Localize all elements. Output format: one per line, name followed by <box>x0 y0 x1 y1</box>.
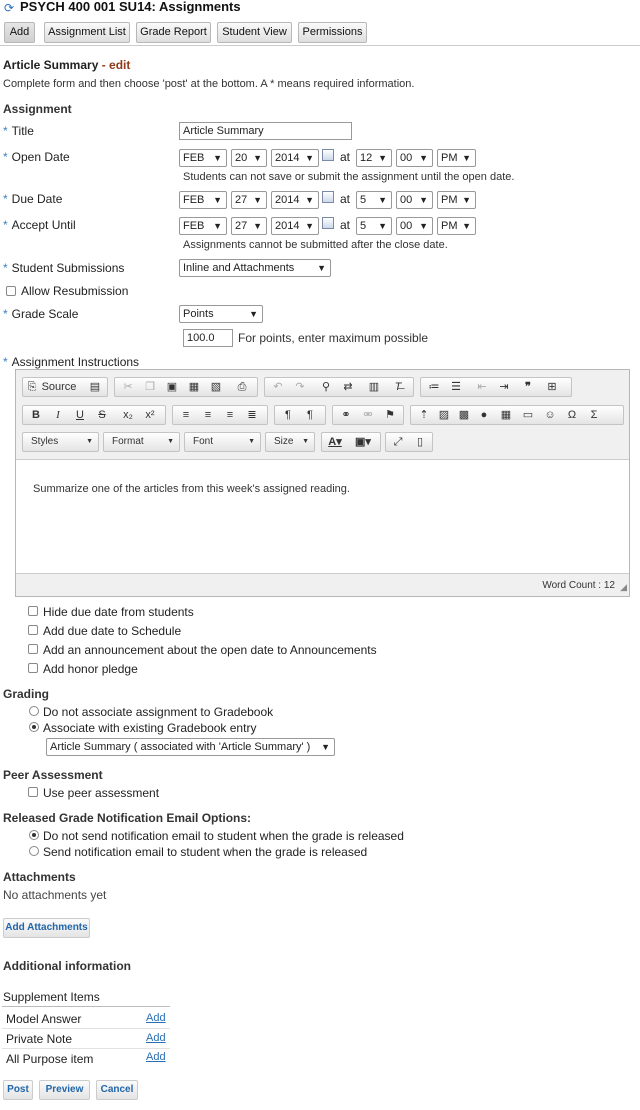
rich-text-editor <box>15 369 630 597</box>
underline-icon[interactable]: U <box>76 409 84 421</box>
replace-icon[interactable]: ⇄ <box>343 381 353 393</box>
paste-icon[interactable]: ▣ <box>166 381 178 393</box>
open-year-select[interactable]: 2014 ▼ <box>271 149 319 167</box>
blockquote-icon[interactable]: ❞ <box>525 381 531 393</box>
add-model-answer-link[interactable]: Add <box>146 1012 166 1024</box>
paste-text-icon[interactable]: ▦ <box>188 381 200 393</box>
list-toolgroup <box>420 377 572 397</box>
honor-pledge-checkbox[interactable] <box>28 663 38 673</box>
notify-section-title: Released Grade Notification Email Options: <box>3 811 252 825</box>
subscript-icon[interactable]: x₂ <box>123 409 133 421</box>
attachments-section-title: Attachments <box>3 870 76 884</box>
accept-day-select[interactable]: 27 ▼ <box>231 217 267 235</box>
clipboard-toolgroup <box>114 377 258 397</box>
font-dropdown[interactable]: Font ▼ <box>184 432 261 452</box>
link-icon[interactable]: ⚭ <box>341 409 351 421</box>
size-dropdown[interactable]: Size ▼ <box>265 432 315 452</box>
add-private-note-link[interactable]: Add <box>146 1032 166 1044</box>
grade-scale-select[interactable]: Points ▼ <box>179 305 263 323</box>
peer-section-title: Peer Assessment <box>3 768 103 782</box>
special-char-icon[interactable]: Ω <box>567 409 577 421</box>
superscript-icon[interactable]: x² <box>145 409 155 421</box>
additional-section-title: Additional information <box>3 959 131 973</box>
student-view-button[interactable]: Student View <box>217 22 292 43</box>
math-icon[interactable]: Σ <box>590 409 598 421</box>
due-date-label: * Due Date <box>3 192 63 206</box>
align-toolgroup <box>172 405 268 425</box>
announce-label: Add an announcement about the open date to Announcements <box>43 643 377 657</box>
editor-content[interactable] <box>16 459 629 574</box>
hide-due-label: Hide due date from students <box>43 605 194 619</box>
templates-icon[interactable]: ▤ <box>89 381 101 393</box>
smiley-icon[interactable]: ☺ <box>544 409 556 421</box>
due-hour-select[interactable]: 5 ▼ <box>356 191 392 209</box>
no-email-label: Do not send notification email to student when the grade is released <box>43 829 404 843</box>
image-icon[interactable]: ▨ <box>438 409 450 421</box>
rtl-icon[interactable]: ¶ <box>307 409 313 421</box>
accept-hour-select[interactable]: 5 ▼ <box>356 217 392 235</box>
no-email-radio[interactable] <box>29 830 39 840</box>
schedule-checkbox[interactable] <box>28 625 38 635</box>
title-input[interactable]: Article Summary <box>179 122 352 140</box>
table-divider <box>2 1048 170 1049</box>
max-points-hint: For points, enter maximum possible <box>238 331 429 345</box>
italic-icon[interactable]: I <box>56 409 60 421</box>
due-at-label: at <box>340 192 351 206</box>
open-date-label: * Open Date <box>3 150 70 164</box>
due-ampm-select[interactable]: PM ▼ <box>437 191 476 209</box>
numbered-list-icon[interactable]: ≔ <box>428 381 440 393</box>
document-toolgroup <box>22 377 108 397</box>
find-icon[interactable]: ⚲ <box>321 381 331 393</box>
resize-grip-icon[interactable]: ◢ <box>620 582 627 592</box>
maximize-icon[interactable]: ⤢ <box>393 436 403 448</box>
edit-toolgroup <box>264 377 414 397</box>
open-ampm-select[interactable]: PM ▼ <box>437 149 476 167</box>
add-attachments-button[interactable]: Add Attachments <box>3 918 90 938</box>
permissions-button[interactable]: Permissions <box>298 22 367 43</box>
accept-at-label: at <box>340 218 351 232</box>
due-day-select[interactable]: 27 ▼ <box>231 191 267 209</box>
honor-pledge-label: Add honor pledge <box>43 662 138 676</box>
add-button[interactable]: Add <box>4 22 35 43</box>
accept-minute-select[interactable]: 00 ▼ <box>396 217 433 235</box>
no-gradebook-radio[interactable] <box>29 706 39 716</box>
submissions-select[interactable]: Inline and Attachments ▼ <box>179 259 331 277</box>
divider <box>0 45 640 46</box>
resubmission-label: Allow Resubmission <box>21 284 129 298</box>
paste-word-icon[interactable]: ▧ <box>210 381 222 393</box>
post-button[interactable]: Post <box>3 1080 33 1100</box>
cancel-button[interactable]: Cancel <box>96 1080 138 1100</box>
table-divider <box>2 1006 170 1007</box>
existing-gradebook-radio[interactable] <box>29 722 39 732</box>
calendar-icon[interactable] <box>322 217 334 229</box>
movie-icon[interactable]: ▩ <box>458 409 470 421</box>
copy-icon[interactable]: ❐ <box>145 381 155 393</box>
due-year-select[interactable]: 2014 ▼ <box>271 191 319 209</box>
open-at-label: at <box>340 150 351 164</box>
supplement-header: Supplement Items <box>3 990 100 1004</box>
format-dropdown[interactable]: Format ▼ <box>103 432 180 452</box>
undo-icon[interactable]: ↶ <box>273 381 283 393</box>
page-heading: Article Summary - edit <box>3 58 131 72</box>
due-month-select[interactable]: FEB ▼ <box>179 191 227 209</box>
peer-assessment-label: Use peer assessment <box>43 786 160 800</box>
reset-icon[interactable]: ⟳ <box>4 1 15 15</box>
assignment-section-title: Assignment <box>3 102 72 116</box>
hide-due-checkbox[interactable] <box>28 606 38 616</box>
instructions-label: * Assignment Instructions <box>3 355 140 369</box>
remove-format-icon[interactable]: T̶ <box>394 381 402 393</box>
source-button[interactable]: Source <box>41 381 77 393</box>
calendar-icon[interactable] <box>322 191 334 203</box>
select-all-icon[interactable]: ▥ <box>368 381 380 393</box>
announce-checkbox[interactable] <box>28 644 38 654</box>
editor-text: Summarize one of the articles from this week's assigned reading. <box>33 483 350 495</box>
submissions-label: * Student Submissions <box>3 261 125 275</box>
grading-section-title: Grading <box>3 687 50 701</box>
text-color-icon[interactable]: A▾ <box>328 436 342 448</box>
title-label: * Title <box>3 124 34 138</box>
send-email-label: Send notification email to student when the grade is released <box>43 845 368 859</box>
justify-icon[interactable]: ≣ <box>247 409 257 421</box>
insert-toolgroup <box>410 405 624 425</box>
color-toolgroup <box>321 432 381 452</box>
strikethrough-icon[interactable]: S <box>98 409 106 421</box>
no-gradebook-label: Do not associate assignment to Gradebook <box>43 705 274 719</box>
send-email-radio[interactable] <box>29 846 39 856</box>
show-blocks-icon[interactable]: ▯ <box>416 436 424 448</box>
max-points-input[interactable]: 100.0 <box>183 329 233 347</box>
bold-icon[interactable]: B <box>32 409 40 421</box>
word-count: Word Count : 12 <box>542 580 615 591</box>
redo-icon[interactable]: ↷ <box>295 381 305 393</box>
open-day-select[interactable]: 20 ▼ <box>231 149 267 167</box>
align-left-icon[interactable]: ≡ <box>182 409 190 421</box>
no-attachments-text: No attachments yet <box>3 888 107 902</box>
table-icon[interactable]: ▦ <box>500 409 512 421</box>
accept-until-label: * Accept Until <box>3 218 76 232</box>
bullet-list-icon[interactable]: ☰ <box>451 381 461 393</box>
accept-until-hint: Assignments cannot be submitted after the close date. <box>183 239 448 251</box>
anchor-icon[interactable]: ⚑ <box>385 409 395 421</box>
page-title: PSYCH 400 001 SU14: Assignments <box>20 0 241 14</box>
source-icon: ⎘ <box>27 381 37 393</box>
title-bar <box>0 0 640 18</box>
indent-icon[interactable]: ⇥ <box>499 381 509 393</box>
accept-year-select[interactable]: 2014 ▼ <box>271 217 319 235</box>
background-color-icon[interactable]: ▣▾ <box>355 436 371 448</box>
print-icon[interactable]: ⎙ <box>237 381 247 393</box>
supplement-item-label: Model Answer <box>6 1012 82 1026</box>
existing-gradebook-label: Associate with existing Gradebook entry <box>43 721 257 735</box>
styles-dropdown[interactable]: Styles ▼ <box>22 432 99 452</box>
style-toolgroup <box>22 405 166 425</box>
ltr-icon[interactable]: ¶ <box>285 409 291 421</box>
align-center-icon[interactable]: ≡ <box>204 409 212 421</box>
assignment-list-button[interactable]: Assignment List <box>44 22 130 43</box>
accept-month-select[interactable]: FEB ▼ <box>179 217 227 235</box>
calendar-icon[interactable] <box>322 149 334 161</box>
gradebook-entry-select[interactable]: Article Summary ( associated with 'Article Summary' ) ▼ <box>46 738 335 756</box>
open-month-select[interactable]: FEB ▼ <box>179 149 227 167</box>
preview-button[interactable]: Preview <box>39 1080 90 1100</box>
unlink-icon[interactable]: ⚮ <box>363 409 373 421</box>
schedule-label: Add due date to Schedule <box>43 624 182 638</box>
div-container-icon[interactable]: ⊞ <box>547 381 557 393</box>
supplement-item-label: Private Note <box>6 1032 73 1046</box>
resubmission-checkbox[interactable] <box>6 286 16 296</box>
open-date-hint: Students can not save or submit the assignment until the open date. <box>183 171 515 183</box>
link-toolgroup <box>332 405 404 425</box>
accept-ampm-select[interactable]: PM ▼ <box>437 217 476 235</box>
grade-scale-label: * Grade Scale <box>3 307 79 321</box>
grade-report-button[interactable]: Grade Report <box>136 22 211 43</box>
due-minute-select[interactable]: 00 ▼ <box>396 191 433 209</box>
open-minute-select[interactable]: 00 ▼ <box>396 149 433 167</box>
peer-assessment-checkbox[interactable] <box>28 787 38 797</box>
upload-icon[interactable]: ⇡ <box>419 409 429 421</box>
add-all-purpose-link[interactable]: Add <box>146 1051 166 1063</box>
cut-icon[interactable]: ✂ <box>123 381 133 393</box>
flash-icon[interactable]: ● <box>480 409 488 421</box>
horizontal-rule-icon[interactable]: ▭ <box>522 409 534 421</box>
view-toolgroup <box>385 432 433 452</box>
open-hour-select[interactable]: 12 ▼ <box>356 149 392 167</box>
intro-text: Complete form and then choose 'post' at the bottom. A * means required information. <box>3 78 415 90</box>
supplement-item-label: All Purpose item <box>6 1052 94 1066</box>
direction-toolgroup <box>274 405 326 425</box>
outdent-icon[interactable]: ⇤ <box>477 381 487 393</box>
table-divider <box>2 1028 170 1029</box>
align-right-icon[interactable]: ≡ <box>226 409 234 421</box>
